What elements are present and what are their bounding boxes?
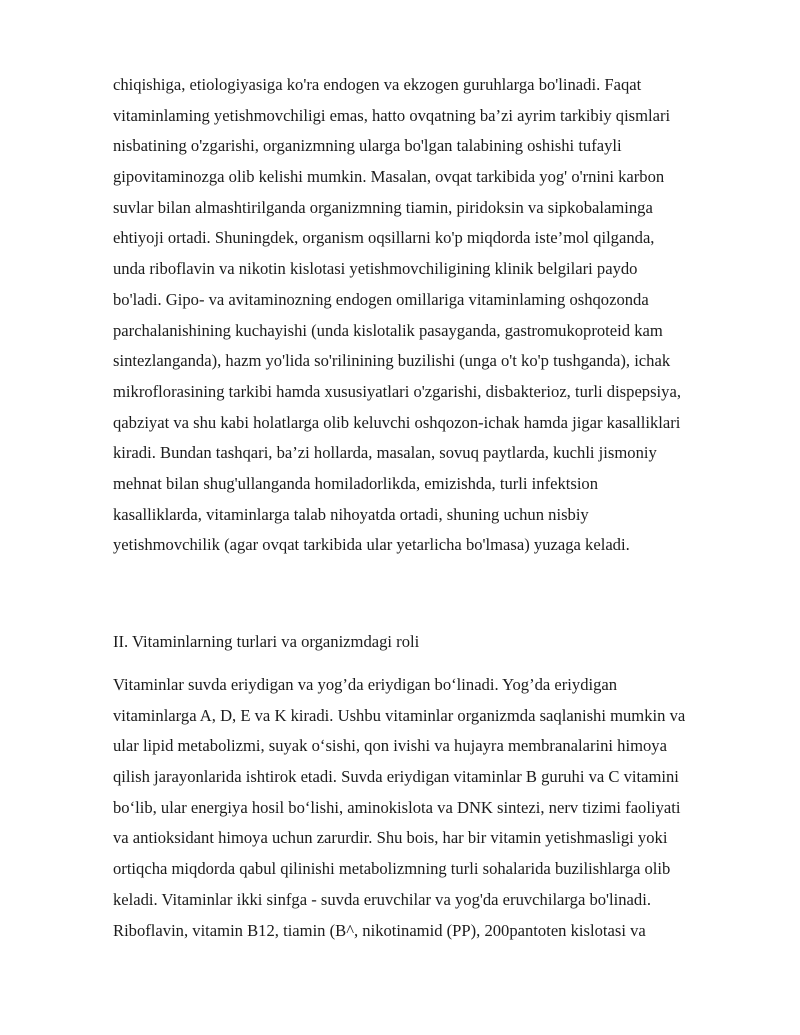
text-line: mikroflorasining tarkibi hamda xususiyatlari o'zgarishi, disbakterioz, turli dispepsiya, [113,381,681,401]
text-line: ehtiyoji ortadi. Shuningdek, organism oqsillarni ko'p miqdorda iste’mol qilganda, [113,228,655,248]
text-line: gipovitaminozga olib kelishi mumkin. Masalan, ovqat tarkibida yog' o'rnini karbon [113,167,665,187]
text-line: kiradi. Bundan tashqari, ba’zi hollarda, masalan, sovuq paytlarda, kuchli jismoniy [113,443,657,463]
text-line: chiqishiga, etiologiyasiga ko'ra endogen va ekzogen guruhlarga bo'linadi. Faqat [113,75,642,94]
section-heading [113,627,763,658]
paragraph-vitamin-types [113,670,763,946]
text-line: kasalliklarda, vitaminlarga talab nihoyatda ortadi, shuning uchun nisbiy [113,504,589,524]
text-line: keladi. Vitaminlar ikki sinfga - suvda eruvchilar va yog'da eruvchilarga bo'linadi. [113,889,651,909]
text-line: unda riboflavin va nikotin kislotasi yetishmovchiligining klinik belgilari paydo [113,259,638,279]
text-line: Vitaminlar suvda eriydigan va yog’da eriydigan bo‘linadi. Yog’da eriydigan [113,675,618,694]
text-line: mehnat bilan shug'ullanganda homiladorlikda, emizishda, turli infektsion [113,473,599,493]
text-line: ular lipid metabolizmi, suyak o‘sishi, qon ivishi va hujayra membranalarini himoya [113,736,667,756]
paragraph-etiology [113,70,763,561]
section-heading-text: II. Vitaminlarning turlari va organizmdagi roli [113,632,420,651]
text-line: suvlar bilan almashtirilganda organizmning tiamin, piridoksin va sipkobalaminga [113,197,653,217]
text-line: vitaminlaming yetishmovchiligi emas, hatto ovqatning ba’zi ayrim tarkibiy qismlari [113,105,671,125]
text-line: Riboflavin, vitamin B12, tiamin (B^, nikotinamid (PP), 200pantoten kislotasi va [113,920,646,940]
text-line: bo'ladi. Gipo- va avitaminozning endogen omillariga vitaminlaming oshqozonda [113,289,649,309]
text-line: yetishmovchilik (agar ovqat tarkibida ular yetarlicha bo'lmasa) yuzaga keladi. [113,535,630,555]
text-line: bo‘lib, ular energiya hosil bo‘lishi, aminokislota va DNK sintezi, nerv tizimi faoliyati [113,797,681,817]
text-line: va antioksidant himoya uchun zarurdir. Shu bois, har bir vitamin yetishmasligi yoki [113,828,668,848]
text-line: nisbatining o'zgarishi, organizmning ularga bo'lgan talabining oshishi tufayli [113,136,622,156]
text-line: ortiqcha miqdorda qabul qilinishi metabolizmning turli sohalarida buzilishlarga olib [113,859,671,879]
text-line: qabziyat va shu kabi holatlarga olib keluvchi oshqozon-ichak hamda jigar kasalliklari [113,412,681,432]
text-line: vitaminlarga A, D, E va K kiradi. Ushbu vitaminlar organizmda saqlanishi mumkin va [113,705,686,725]
text-line: sintezlanganda), hazm yo'lida so'rilinining buzilishi (unga o't ko'p tushganda), ichak [113,351,671,371]
text-line: qilish jarayonlarida ishtirok etadi. Suvda eriydigan vitaminlar B guruhi va C vitamini [113,767,679,787]
text-line: parchalanishining kuchayishi (unda kislotalik pasayganda, gastromukoproteid kam [113,320,663,340]
